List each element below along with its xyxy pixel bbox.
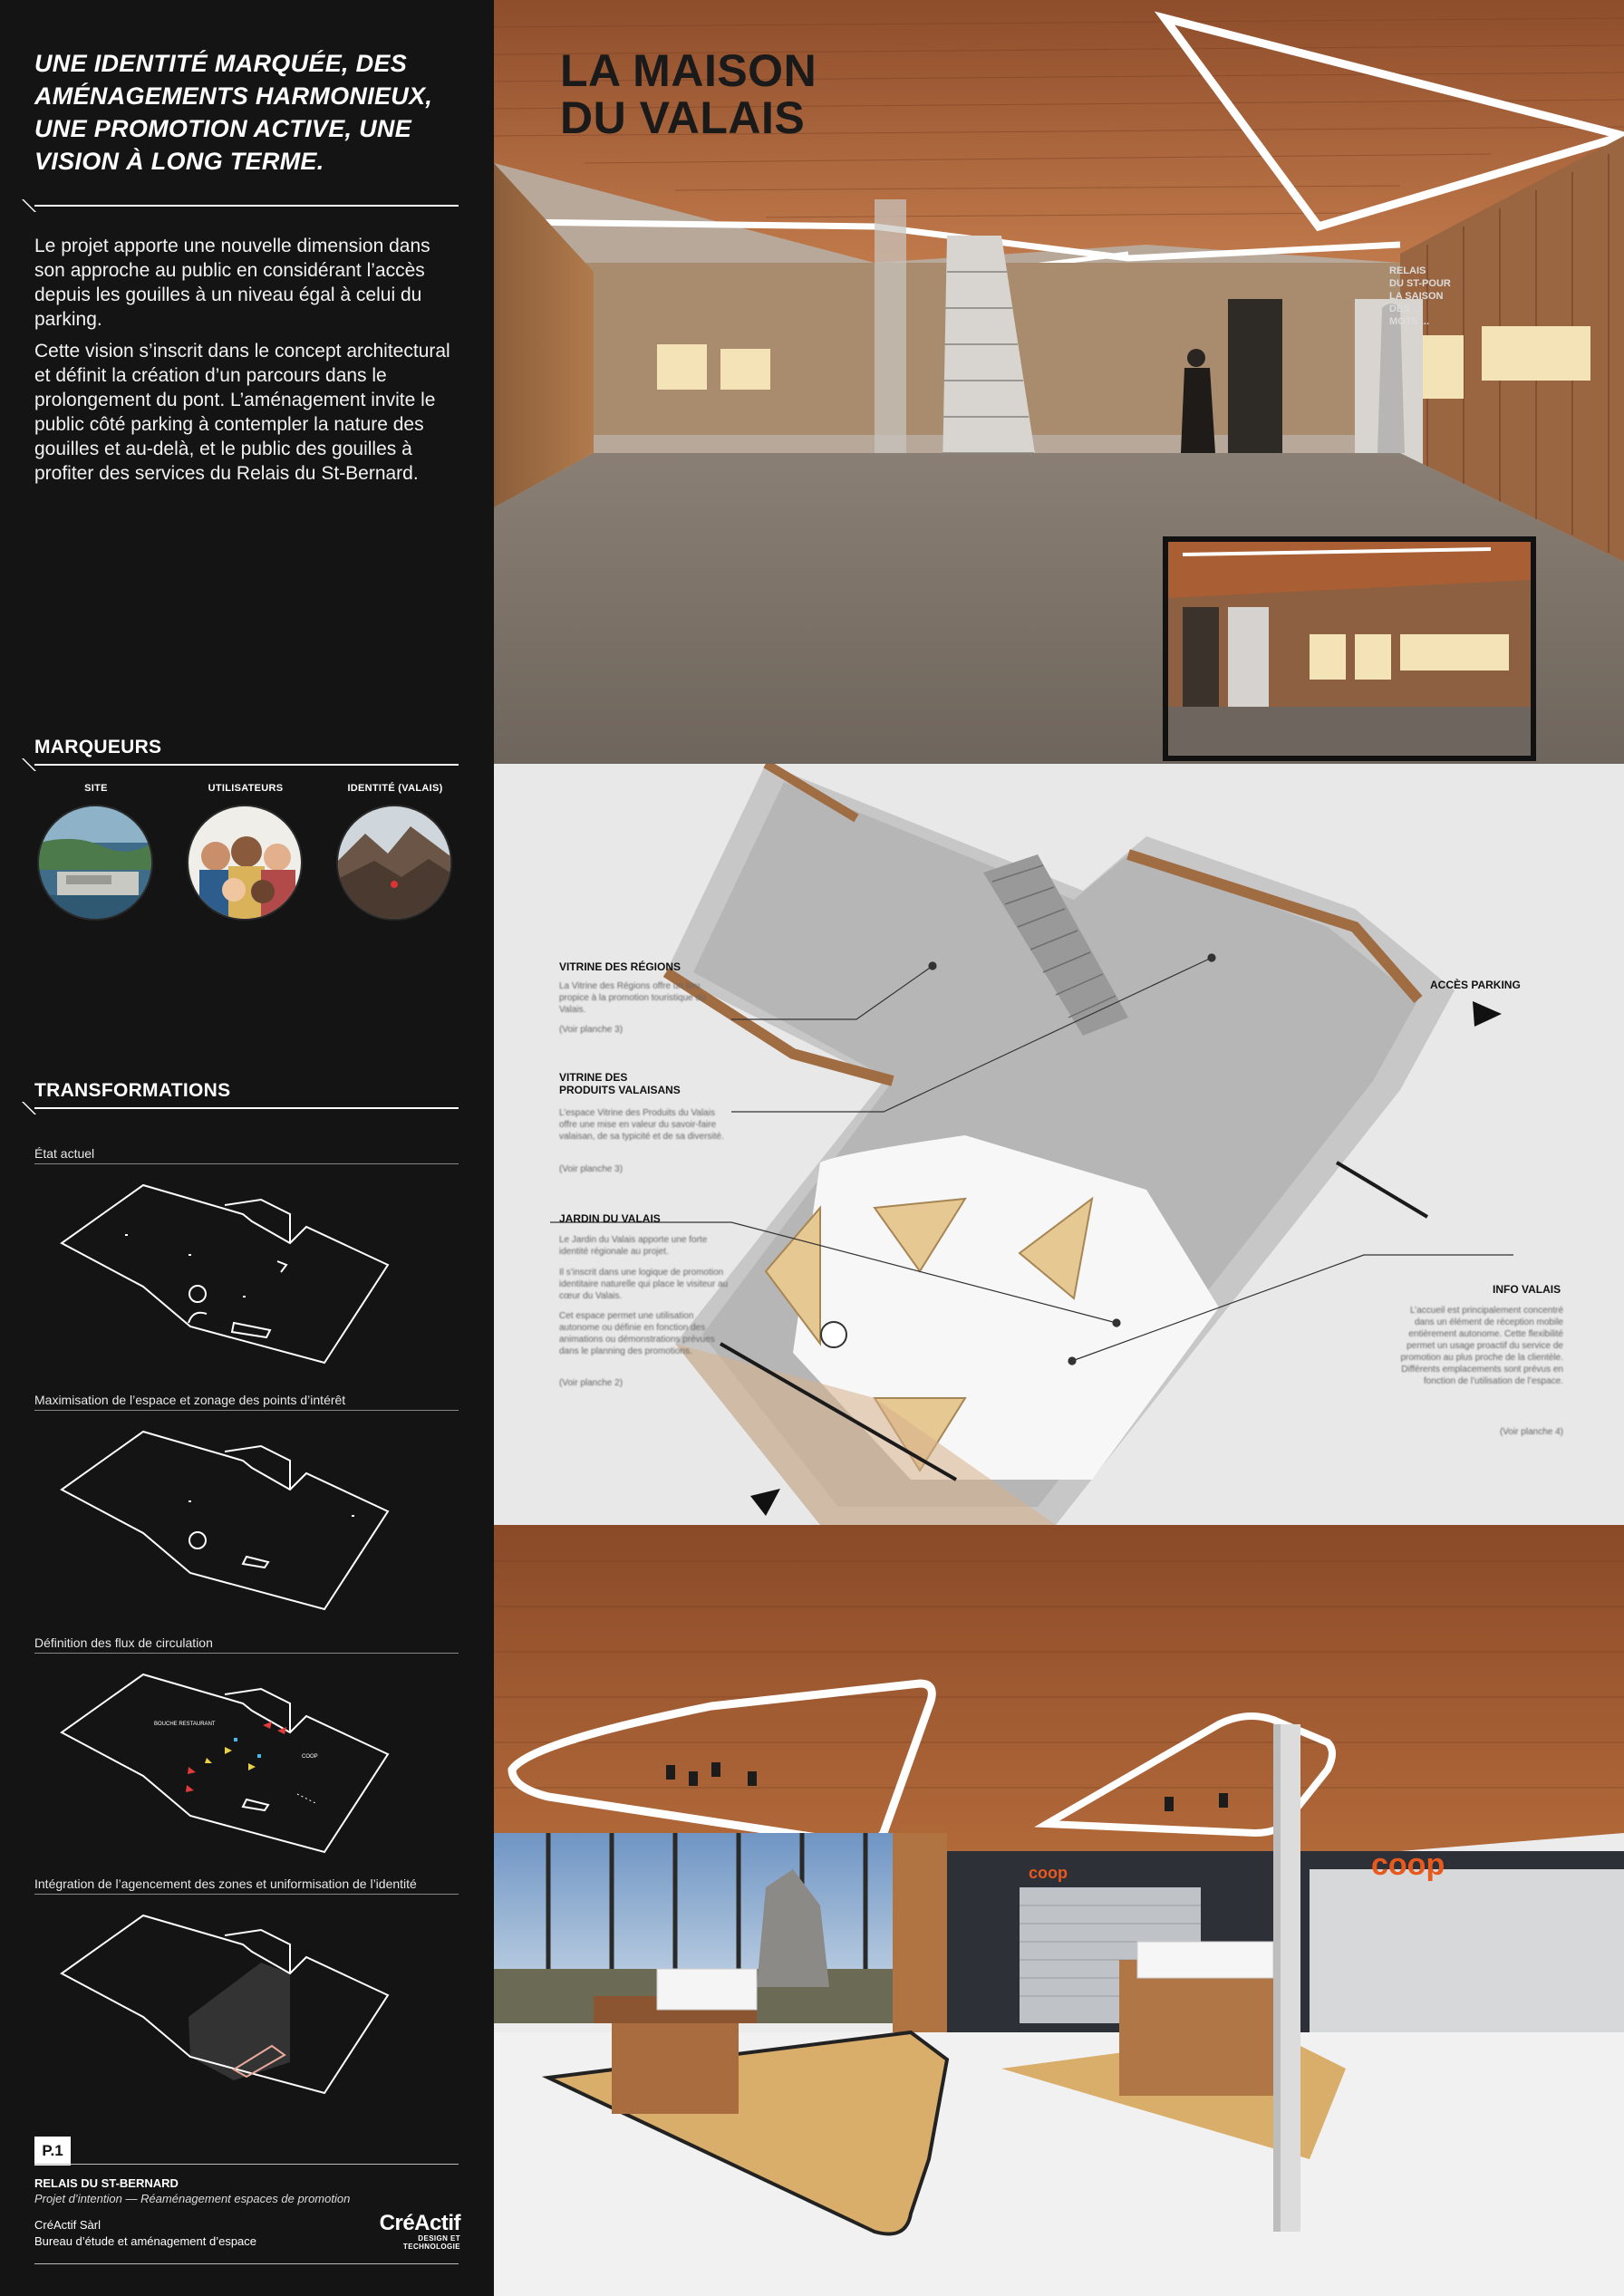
callout-jardin-valais: JARDIN DU VALAIS — [559, 1212, 661, 1225]
headline: UNE IDENTITÉ MARQUÉE, DES AMÉNAGEMENTS HARMONIEUX, UNE PROMOTION ACTIVE, UNE VISION À LONG TERME. — [34, 50, 433, 175]
sidebar — [0, 0, 494, 2296]
callout-jardin-desc-3: Cet espace permet une utilisation autonome ou définie en fonction des animations ou démonstrations prévues dans le planning des promotions. — [559, 1311, 715, 1356]
isometric-plan — [494, 764, 1624, 1525]
plan-label-restaurant: BOUCHE RESTAURANT — [154, 1722, 216, 1727]
callout-vitrine-produits-ref: (Voir planche 3) — [559, 1164, 624, 1174]
divider — [34, 2164, 459, 2165]
marker-label: SITE — [84, 783, 108, 794]
marker-users — [187, 783, 304, 921]
creactif-logo — [370, 2211, 460, 2251]
plan-diagram-integration — [53, 1908, 397, 2108]
footer-company-desc: Bureau d’étude et aménagement d’espace — [34, 2234, 257, 2248]
coop-logo-small: coop — [1029, 1864, 1068, 1882]
users-photo — [187, 805, 303, 921]
callout-vitrine-produits-desc: L’espace Vitrine des Produits du Valais offre une mise en valeur du savoir-faire valaisan, de sa typicité et de sa diversité. — [559, 1108, 724, 1142]
main-panel — [494, 0, 1624, 2296]
step-label-zoning: Maximisation de l’espace et zonage des points d’intérêt — [34, 1393, 346, 1407]
callout-vitrine-regions: VITRINE DES RÉGIONS — [559, 960, 682, 973]
divider — [34, 2263, 459, 2264]
callout-vitrine-produits — [559, 1071, 681, 1096]
divider — [34, 764, 459, 766]
coop-logo: coop — [1371, 1847, 1445, 1882]
logo-wordmark: CréActif — [379, 2211, 460, 2235]
footer-project: RELAIS DU ST-BERNARD — [34, 2176, 179, 2190]
divider — [34, 1653, 459, 1654]
marker-identity — [336, 783, 454, 921]
divider — [34, 1163, 459, 1164]
step-label-integration: Intégration de l’agencement des zones et uniformisation de l’identité — [34, 1876, 417, 1891]
intro-paragraph-1: Le projet apporte une nouvelle dimension dans son approche au public en considérant l’accès depuis les gouilles à un niveau égal à celui du parking. — [34, 236, 430, 330]
render-hall-reception — [494, 1525, 1624, 2296]
plan-diagram-current — [53, 1178, 397, 1377]
wall-sign-line: LA SAISON — [1389, 291, 1444, 302]
identity-photo — [336, 805, 452, 921]
divider — [34, 1107, 459, 1109]
wall-sign-line: DU ST-POUR — [1389, 278, 1451, 289]
plan-label-coop: COOP — [302, 1754, 318, 1760]
wall-sign-line: DES ... — [1389, 304, 1421, 314]
page-title-line-1: LA MAISON — [560, 45, 817, 96]
marker-label: IDENTITÉ (VALAIS) — [347, 783, 443, 794]
step-label-circulation: Définition des flux de circulation — [34, 1635, 213, 1650]
callout-info-valais: INFO VALAIS — [1493, 1283, 1561, 1296]
page-title-line-2: DU VALAIS — [560, 92, 806, 143]
divider — [34, 1894, 459, 1895]
callout-info-ref: (Voir planche 4) — [1499, 1427, 1563, 1437]
callout-title-line: PRODUITS VALAISANS — [559, 1084, 681, 1096]
callout-vitrine-regions-ref: (Voir planche 3) — [559, 1025, 624, 1035]
marker-label: UTILISATEURS — [208, 783, 284, 794]
callout-jardin-desc-2: Il s’inscrit dans une logique de promotion identitaire naturelle qui place le visiteur au cœur du Valais. — [559, 1268, 729, 1301]
markers-title: MARQUEURS — [34, 737, 162, 757]
callout-jardin-ref: (Voir planche 2) — [559, 1378, 624, 1388]
page-badge: P.1 — [34, 2137, 71, 2166]
page-title — [560, 47, 817, 141]
plan-diagram-zoning — [53, 1424, 397, 1624]
callout-jardin-desc-1: Le Jardin du Valais apporte une forte identité régionale au projet. — [559, 1235, 708, 1257]
plan-diagram-circulation — [53, 1667, 397, 1867]
site-photo — [37, 805, 153, 921]
divider — [34, 205, 459, 207]
wall-sign-line: MOTS ... — [1389, 316, 1429, 327]
intro-paragraph-2: Cette vision s’inscrit dans le concept architectural et définit la création d’un parcours dans le prolongement du pont. L’aménagement invite le public côté parking à contempler la nature des gouilles et au-delà, et le public des gouilles à profiter des services du Relais du St-Bernard. — [34, 341, 450, 484]
wall-sign-line: RELAIS — [1389, 265, 1426, 276]
transformations-title: TRANSFORMATIONS — [34, 1080, 231, 1101]
label-acces-parking: ACCÈS PARKING — [1430, 979, 1521, 991]
marker-site — [37, 783, 155, 921]
callout-vitrine-regions-desc: La Vitrine des Régions offre un lieu propice à la promotion touristique du Valais. — [559, 981, 706, 1015]
divider — [34, 1410, 459, 1411]
logo-tagline: DESIGN ET TECHNOLOGIE — [402, 2234, 460, 2251]
callout-title-line: VITRINE DES — [559, 1071, 628, 1084]
step-label-current: État actuel — [34, 1146, 95, 1161]
footer-subtitle: Projet d’intention — Réaménagement espaces de promotion — [34, 2192, 351, 2205]
footer-company: CréActif Sàrl — [34, 2218, 101, 2232]
callout-info-desc: L’accueil est principalement concentré dans un élément de réception mobile entièrement autonome. Cette flexibilité permet un usage proactif du service de promotion au plus proche de la clientèle. Différents emplacements sont prévus en fonction de l’utilisation de l’espace. — [1400, 1306, 1563, 1386]
